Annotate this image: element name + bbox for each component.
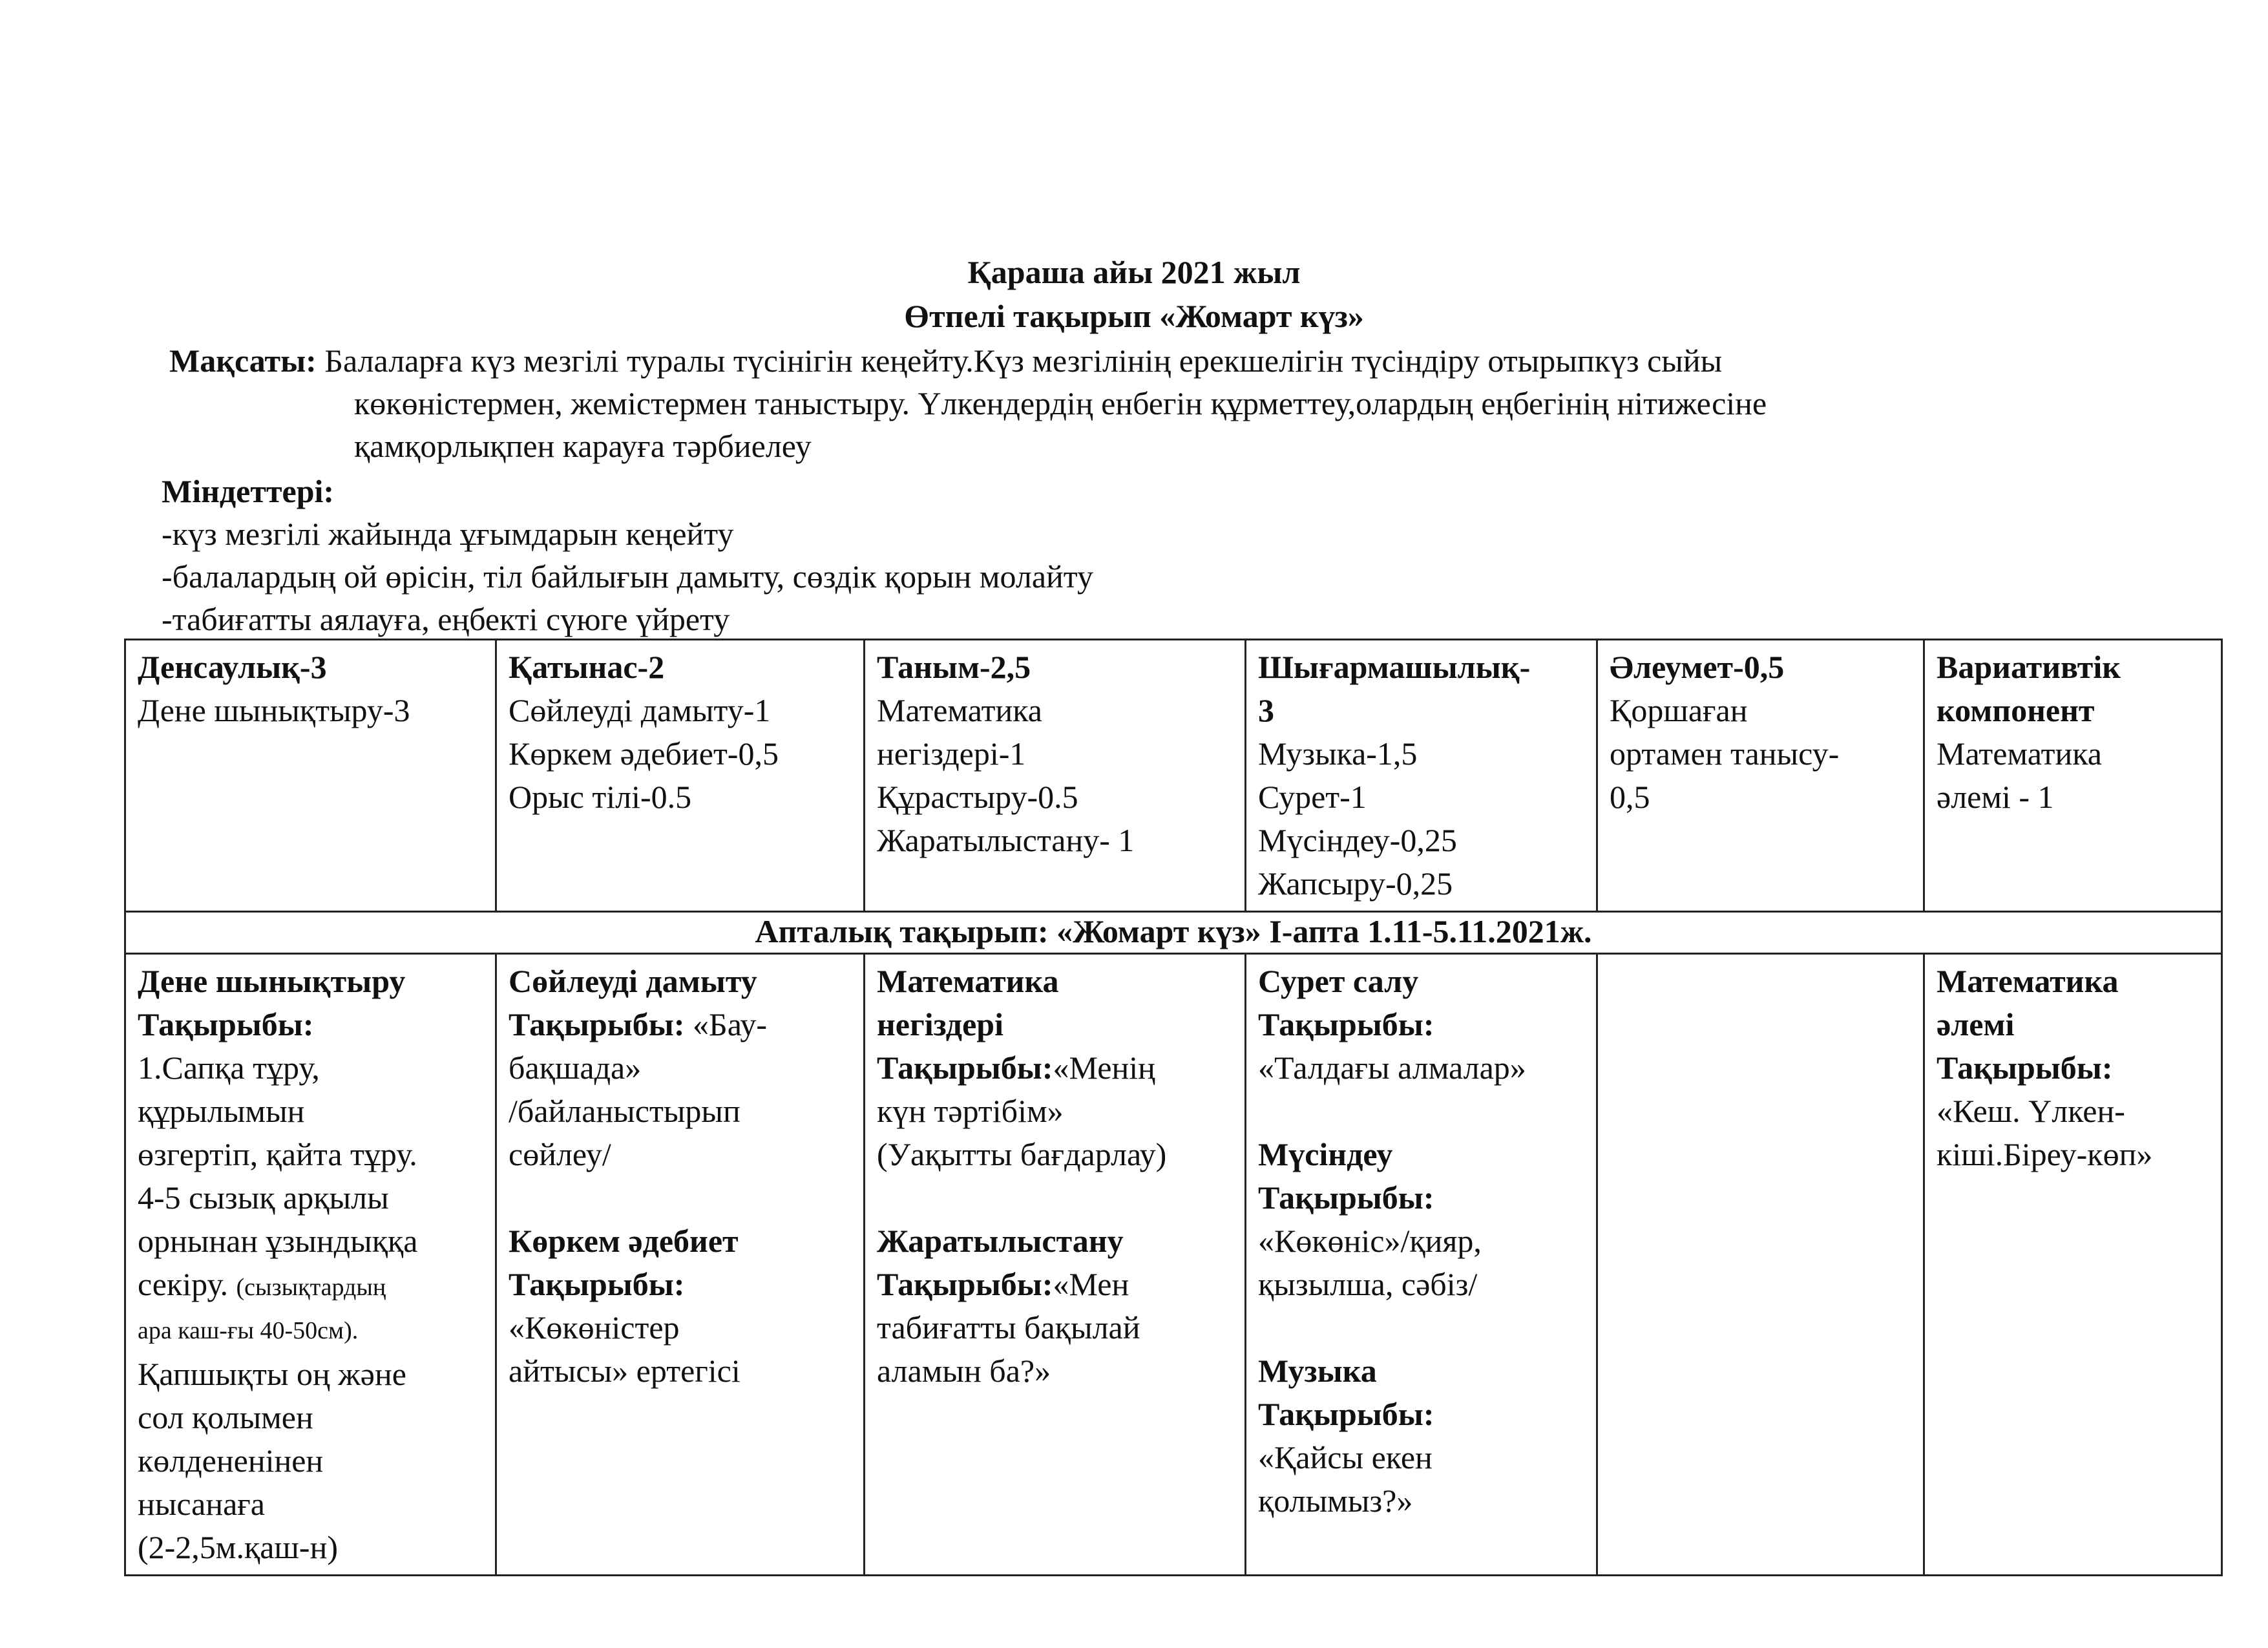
topic-label: Тақырыбы:: [138, 1006, 314, 1042]
area-title: 3: [1258, 692, 1274, 728]
area-item: ортамен танысу-: [1610, 735, 1840, 772]
goal-label: Мақсаты:: [169, 343, 317, 379]
topic-text: сол қолымен: [138, 1399, 313, 1435]
area-item: әлемі - 1: [1937, 779, 2054, 815]
topic-label: Тақырыбы:: [877, 1050, 1053, 1086]
tasks-label: Міндеттері:: [162, 473, 335, 509]
page-subtitle: Өтпелі тақырып «Жомарт күз»: [904, 298, 1364, 334]
area-cell-variative: [1924, 640, 2222, 912]
week-row: [125, 912, 2222, 954]
area-item: Құрастыру-0.5: [877, 779, 1078, 815]
area-item: Математика: [877, 692, 1042, 728]
subject-title: Дене шынықтыру: [138, 963, 406, 999]
topic-note: ара каш-ғы 40-50см).: [138, 1317, 359, 1344]
topic-text: «Көкөністер: [509, 1309, 680, 1346]
area-title: компонент: [1937, 692, 2095, 728]
areas-row: [125, 640, 2222, 912]
task-item: -табиғатты аялауға, еңбекті сүюге үйрету: [162, 601, 730, 637]
area-title: Денсаулық-3: [138, 649, 327, 685]
area-item: Сурет-1: [1258, 779, 1367, 815]
topic-text-mixed: [138, 1263, 483, 1309]
topic-label: Тақырыбы:: [509, 1006, 685, 1042]
plan-cell-math-world: [1924, 954, 2222, 1576]
area-item: 0,5: [1610, 779, 1650, 815]
topic-text: күн тәртібім»: [877, 1093, 1064, 1129]
goal-line-1: [169, 339, 1722, 382]
topic-text: құрылымын: [138, 1093, 305, 1129]
page-title: Қараша айы 2021 жыл: [967, 254, 1301, 290]
subject-title: Сөйлеуді дамыту: [509, 963, 757, 999]
plan-cell-pe: [125, 954, 496, 1576]
plan-table: [124, 639, 2223, 1576]
subject-title: Мүсіндеу: [1258, 1136, 1393, 1172]
spacer: [1258, 1090, 1584, 1133]
subject-title: негіздері: [877, 1006, 1003, 1042]
area-cell-social: [1597, 640, 1924, 912]
topic-text: «Бау-: [684, 1006, 768, 1042]
topic-text: көлдененінен: [138, 1442, 324, 1479]
topic-note: (сызықтардың: [236, 1274, 386, 1301]
area-title: Қатынас-2: [509, 649, 665, 685]
area-cell-creativity: [1246, 640, 1597, 912]
area-item: Мүсіндеу-0,25: [1258, 822, 1457, 858]
subject-title: Музыка: [1258, 1353, 1377, 1389]
goal-text-2: көкөністермен, жемістермен таныстыру. Үлкендердің енбегін құрметтеу,олардың еңбегінің нітижесіне: [354, 385, 1767, 421]
topic-text: айтысы» ертегісі: [509, 1353, 740, 1389]
area-item: Музыка-1,5: [1258, 735, 1418, 772]
topic-text: табиғатты бақылай: [877, 1309, 1140, 1346]
topic-text: өзгертіп, қайта тұру.: [138, 1136, 417, 1172]
subject-title: Сурет салу: [1258, 963, 1419, 999]
area-item: негіздері-1: [877, 735, 1026, 772]
topic-label: Тақырыбы:: [509, 1266, 685, 1302]
topic-text: қызылша, сәбіз/: [1258, 1266, 1478, 1302]
topic-text: орнынан ұзындыққа: [138, 1223, 418, 1259]
spacer: [877, 1176, 1233, 1220]
topic-text: сөйлеу/: [509, 1136, 611, 1172]
subject-title: Көркем әдебиет: [509, 1223, 739, 1259]
topic-text: Қапшықты оң және: [138, 1356, 406, 1392]
subject-title: Жаратылыстану: [877, 1223, 1124, 1259]
topic-label: Тақырыбы:: [1258, 1396, 1434, 1432]
topic-text: «Менің: [1053, 1050, 1155, 1086]
area-title: Әлеумет-0,5: [1610, 649, 1785, 685]
topic-text: 4-5 сызық арқылы: [138, 1179, 389, 1216]
topic-label: Тақырыбы:: [1937, 1050, 2113, 1086]
plan-row: [125, 954, 2222, 1576]
topic-label: Тақырыбы:: [1258, 1006, 1434, 1042]
area-cell-communication: [496, 640, 865, 912]
topic-label: Тақырыбы:: [1258, 1179, 1434, 1216]
area-item: Жаратылыстану- 1: [877, 822, 1135, 858]
subject-title: Математика: [877, 963, 1059, 999]
task-item: -күз мезгілі жайында ұғымдарын кеңейту: [162, 516, 734, 552]
plan-cell-social-empty: [1597, 954, 1924, 1576]
plan-cell-math: [865, 954, 1246, 1576]
plan-cell-art: [1246, 954, 1597, 1576]
task-item: -балалардың ой өрісін, тіл байлығын дамыту, сөздік қорын молайту: [162, 558, 1093, 595]
week-title: Апталық тақырып: «Жомарт күз» I-апта 1.11-5.11.2021ж.: [125, 912, 2222, 954]
area-cell-cognition: [865, 640, 1246, 912]
topic-text: «Талдағы алмалар»: [1258, 1050, 1526, 1086]
area-title: Шығармашылық-: [1258, 649, 1531, 685]
topic-text: «Кеш. Үлкен-: [1937, 1093, 2125, 1129]
topic-text: «Көкөніс»/қияр,: [1258, 1223, 1482, 1259]
topic-label: Тақырыбы:: [877, 1266, 1053, 1302]
area-item: Сөйлеуді дамыту-1: [509, 692, 771, 728]
topic-text: секіру.: [138, 1266, 229, 1302]
subject-title: әлемі: [1937, 1006, 2015, 1042]
topic-text: аламын ба?»: [877, 1353, 1051, 1389]
topic-line: [877, 1263, 1233, 1306]
topic-text: кіші.Біреу-көп»: [1937, 1136, 2153, 1172]
area-title: Вариативтік: [1937, 649, 2121, 685]
plan-cell-speech: [496, 954, 865, 1576]
area-item: Жапсыру-0,25: [1258, 865, 1453, 902]
topic-text: бақшада»: [509, 1050, 642, 1086]
goal-text-1: Балаларға күз мезгілі туралы түсінігін кеңейту.Күз мезгілінің ерекшелігін түсіндіру отырыпкүз сыйы: [324, 343, 1723, 379]
spacer: [509, 1176, 852, 1220]
area-item: Дене шынықтыру-3: [138, 692, 410, 728]
topic-text: «Қайсы екен: [1258, 1439, 1433, 1475]
topic-line: [509, 1003, 852, 1046]
topic-text: нысанаға: [138, 1486, 265, 1522]
topic-text: 1.Сапқа тұру,: [138, 1050, 320, 1086]
subject-title: Математика: [1937, 963, 2119, 999]
area-item: Көркем әдебиет-0,5: [509, 735, 779, 772]
goal-text-3: қамқорлықпен карауға тәрбиелеу: [354, 428, 812, 464]
topic-line: [877, 1046, 1233, 1090]
topic-text: (2-2,5м.қаш-н): [138, 1529, 338, 1565]
area-title: Таным-2,5: [877, 649, 1031, 685]
area-item: Орыс тілі-0.5: [509, 779, 692, 815]
spacer: [1258, 1306, 1584, 1349]
area-item: Қоршаған: [1610, 692, 1748, 728]
area-item: Математика: [1937, 735, 2102, 772]
topic-text: «Мен: [1053, 1266, 1129, 1302]
topic-text: /байланыстырып: [509, 1093, 740, 1129]
topic-text: (Уақытты бағдарлау): [877, 1136, 1167, 1172]
area-cell-health: [125, 640, 496, 912]
topic-text: қолымыз?»: [1258, 1483, 1413, 1519]
